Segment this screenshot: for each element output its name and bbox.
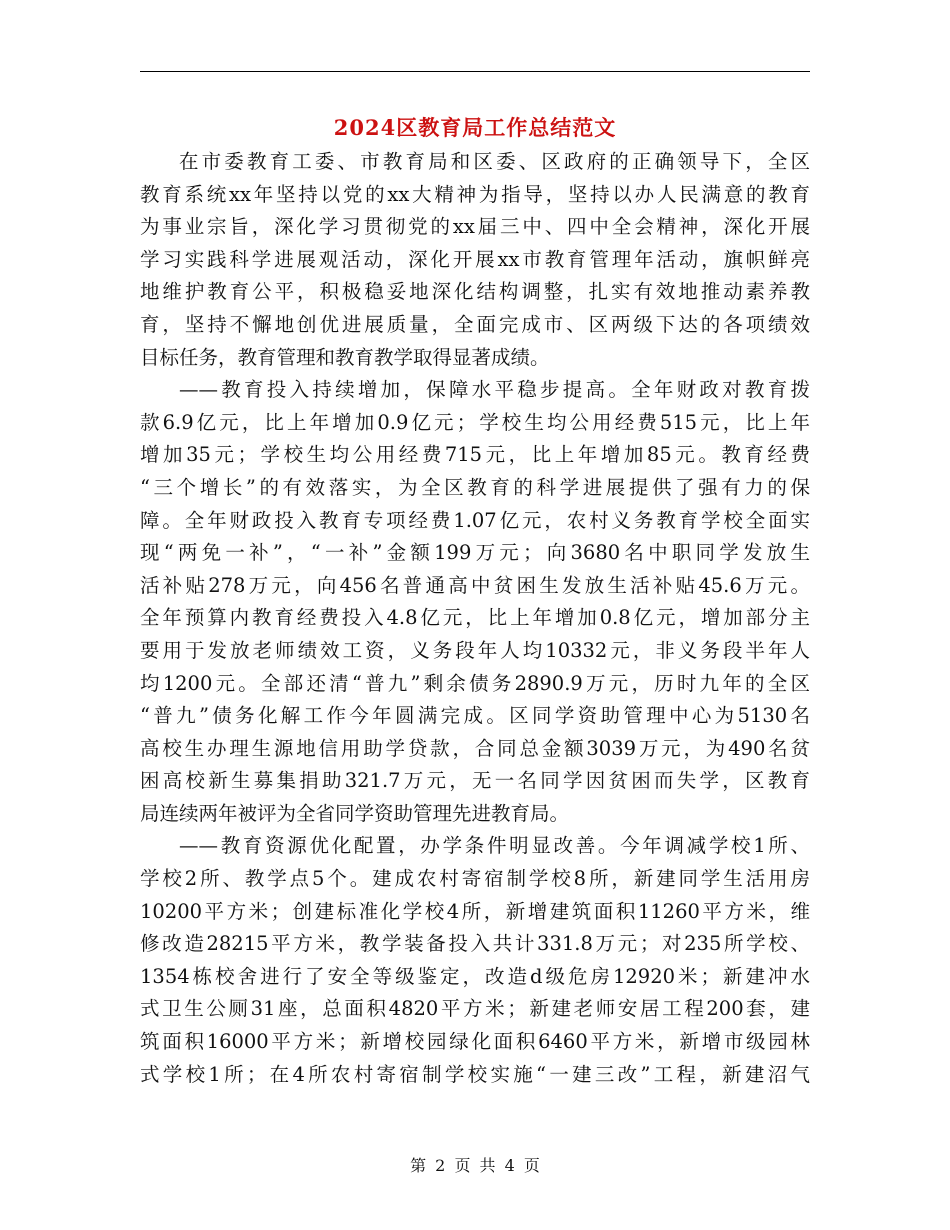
text-line: 在市委教育工委、市教育局和区委、区政府的正确领导下，全区 [179,150,810,173]
text-line: 式学校1所；在4所农村寄宿制学校实施“一建三改”工程，新建沼气 [140,1062,810,1086]
paragraph-resource-allocation [140,830,810,1091]
text-line: 地维护教育公平，积极稳妥地深化结构调整，扎实有效地推动素养教 [140,280,810,304]
header-rule [140,71,810,72]
text-line: ——教育投入持续增加，保障水平稳步提高。全年财政对教育拨 [179,378,810,402]
text-line: 10200平方米；创建标准化学校4所，新增建筑面积11260平方米，维 [140,899,810,923]
text-line: 教育系统xx年坚持以党的xx大精神为指导，坚持以办人民满意的教育 [140,182,810,206]
text-line: 困高校新生募集捐助321.7万元，无一名同学因贫困而失学，区教育 [140,769,810,793]
text-line: 均1200元。全部还清“普九”剩余债务2890.9万元，历时九年的全区 [140,671,810,695]
text-line: 全年预算内教育经费投入4.8亿元，比上年增加0.8亿元，增加部分主 [140,606,810,630]
text-line: 育，坚持不懈地创优进展质量，全面完成市、区两级下达的各项绩效 [140,312,810,336]
paragraph-intro [140,146,810,374]
text-line: 学校2所、教学点5个。建成农村寄宿制学校8所，新建同学生活用房 [140,867,810,891]
text-line: 1354栋校舍进行了安全等级鉴定，改造d级危房12920米；新建冲水 [140,964,810,988]
text-line: 局连续两年被评为全省同学资助管理先进教育局。 [140,801,570,825]
page-number: 第 2 页 共 4 页 [410,1156,540,1175]
document-body [140,146,810,1091]
text-line: 现“两免一补”，“一补”金额199万元；向3680名中职同学发放生 [140,541,810,565]
text-line: 筑面积16000平方米；新增校园绿化面积6460平方米，新增市级园林 [140,1030,810,1054]
text-line: 高校生办理生源地信用助学贷款，合同总金额3039万元，为490名贫 [140,736,810,760]
text-line: 修改造28215平方米，教学装备投入共计331.8万元；对235所学校、 [140,932,810,956]
text-line: “普九”债务化解工作今年圆满完成。区同学资助管理中心为5130名 [140,704,810,728]
text-line: 增加35元；学校生均公用经费715元，比上年增加85元。教育经费 [140,443,810,467]
document-title: 2024区教育局工作总结范文 [333,115,617,140]
text-line: ——教育资源优化配置，办学条件明显改善。今年调减学校1所、 [179,834,810,858]
text-line: 障。全年财政投入教育专项经费1.07亿元，农村义务教育学校全面实 [140,508,810,532]
text-line: 目标任务，教育管理和教育教学取得显著成绩。 [140,345,550,369]
text-line: 学习实践科学进展观活动，深化开展xx市教育管理年活动，旗帜鲜亮 [140,247,810,271]
text-line: “三个增长”的有效落实，为全区教育的科学进展提供了强有力的保 [140,475,810,499]
text-line: 活补贴278万元，向456名普通高中贫困生发放生活补贴45.6万元。 [140,573,810,597]
text-line: 式卫生公厕31座，总面积4820平方米；新建老师安居工程200套，建 [140,997,810,1021]
text-line: 为事业宗旨，深化学习贯彻党的xx届三中、四中全会精神，深化开展 [140,215,810,239]
paragraph-education-investment [140,374,810,830]
text-line: 款6.9亿元，比上年增加0.9亿元；学校生均公用经费515元，比上年 [140,410,810,434]
text-line: 要用于发放老师绩效工资，义务段年人均10332元，非义务段半年人 [140,638,810,662]
